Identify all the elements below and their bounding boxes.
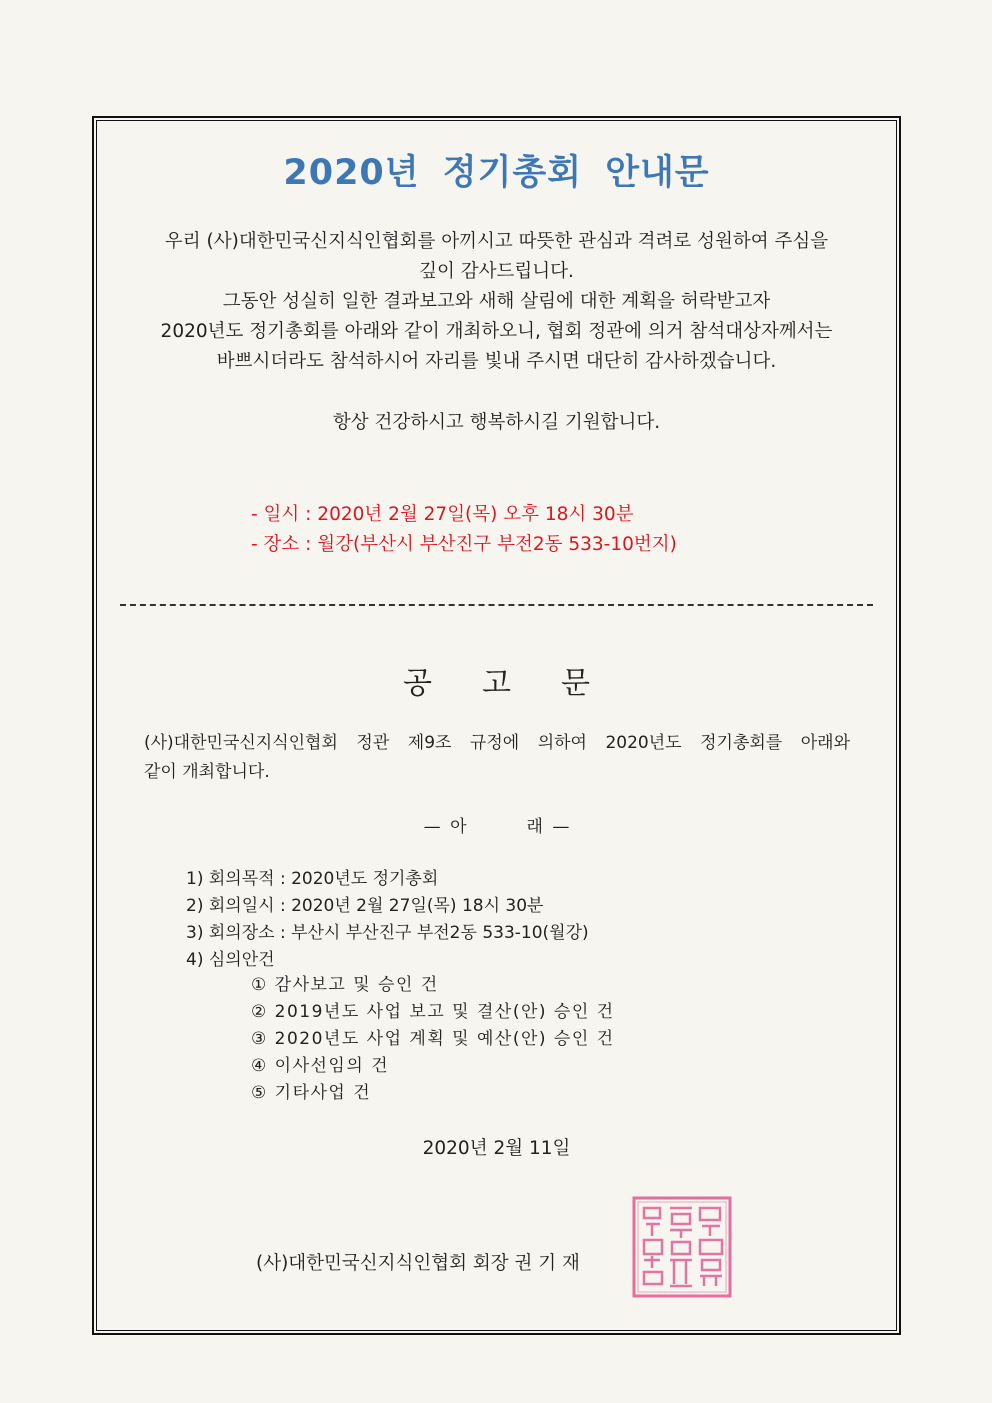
agenda-item: ② 2019년도 사업 보고 및 결산(안) 승인 건	[251, 1002, 615, 1022]
intro-line: 우리 (사)대한민국신지식인협회를 아끼시고 따뜻한 관심과 격려로 성원하여 주심을	[164, 231, 829, 252]
dashed-divider	[120, 604, 873, 606]
event-datetime: - 일시 : 2020년 2월 27일(목) 오후 18시 30분	[251, 504, 634, 525]
meeting-item: 4) 심의안건	[186, 950, 275, 970]
notice-date: 2020년 2월 11일	[422, 1138, 571, 1159]
meeting-item: 2) 회의일시 : 2020년 2월 27일(목) 18시 30분	[186, 896, 544, 916]
announcement-title: 2020년 정기총회 안내문	[283, 153, 710, 193]
meeting-item: 3) 회의장소 : 부산시 부산진구 부전2동 533-10(월강)	[186, 923, 589, 943]
intro-line: 그동안 성실히 일한 결과보고와 새해 살림에 대한 계획을 허락받고자	[222, 291, 771, 312]
meeting-item: 1) 회의목적 : 2020년도 정기총회	[186, 869, 439, 889]
intro-line: 2020년도 정기총회를 아래와 같이 개최하오니, 협회 정관에 의거 참석대상자께서는	[160, 321, 833, 342]
notice-title: 공고문	[403, 666, 640, 701]
agenda-item: ③ 2020년도 사업 계획 및 예산(안) 승인 건	[251, 1029, 615, 1049]
below-heading	[96, 812, 897, 837]
event-location: - 장소 : 월강(부산시 부산진구 부전2동 533-10번지)	[251, 534, 677, 555]
agenda-item: ⑤ 기타사업 건	[251, 1083, 372, 1103]
wish-line: 항상 건강하시고 행복하시길 기원합니다.	[332, 412, 661, 433]
intro-line: 바쁘시더라도 참석하시어 자리를 빛내 주시면 대단히 감사하겠습니다.	[216, 351, 777, 372]
agenda-item: ④ 이사선임의 건	[251, 1056, 390, 1076]
official-seal-icon	[632, 1196, 732, 1298]
signer-line: (사)대한민국신지식인협회 회장 권 기 재	[256, 1253, 580, 1274]
notice-body-line: (사)대한민국신지식인협회 정관 제9조 규정에 의하여 2020년도 정기총회를 아래와	[144, 733, 850, 753]
notice-body-line: 같이 개최합니다.	[144, 762, 270, 782]
agenda-item: ① 감사보고 및 승인 건	[251, 975, 439, 995]
below-heading-right: 래 —	[526, 817, 570, 837]
below-heading-left: — 아	[423, 817, 467, 837]
intro-line: 깊이 감사드립니다.	[419, 261, 574, 282]
